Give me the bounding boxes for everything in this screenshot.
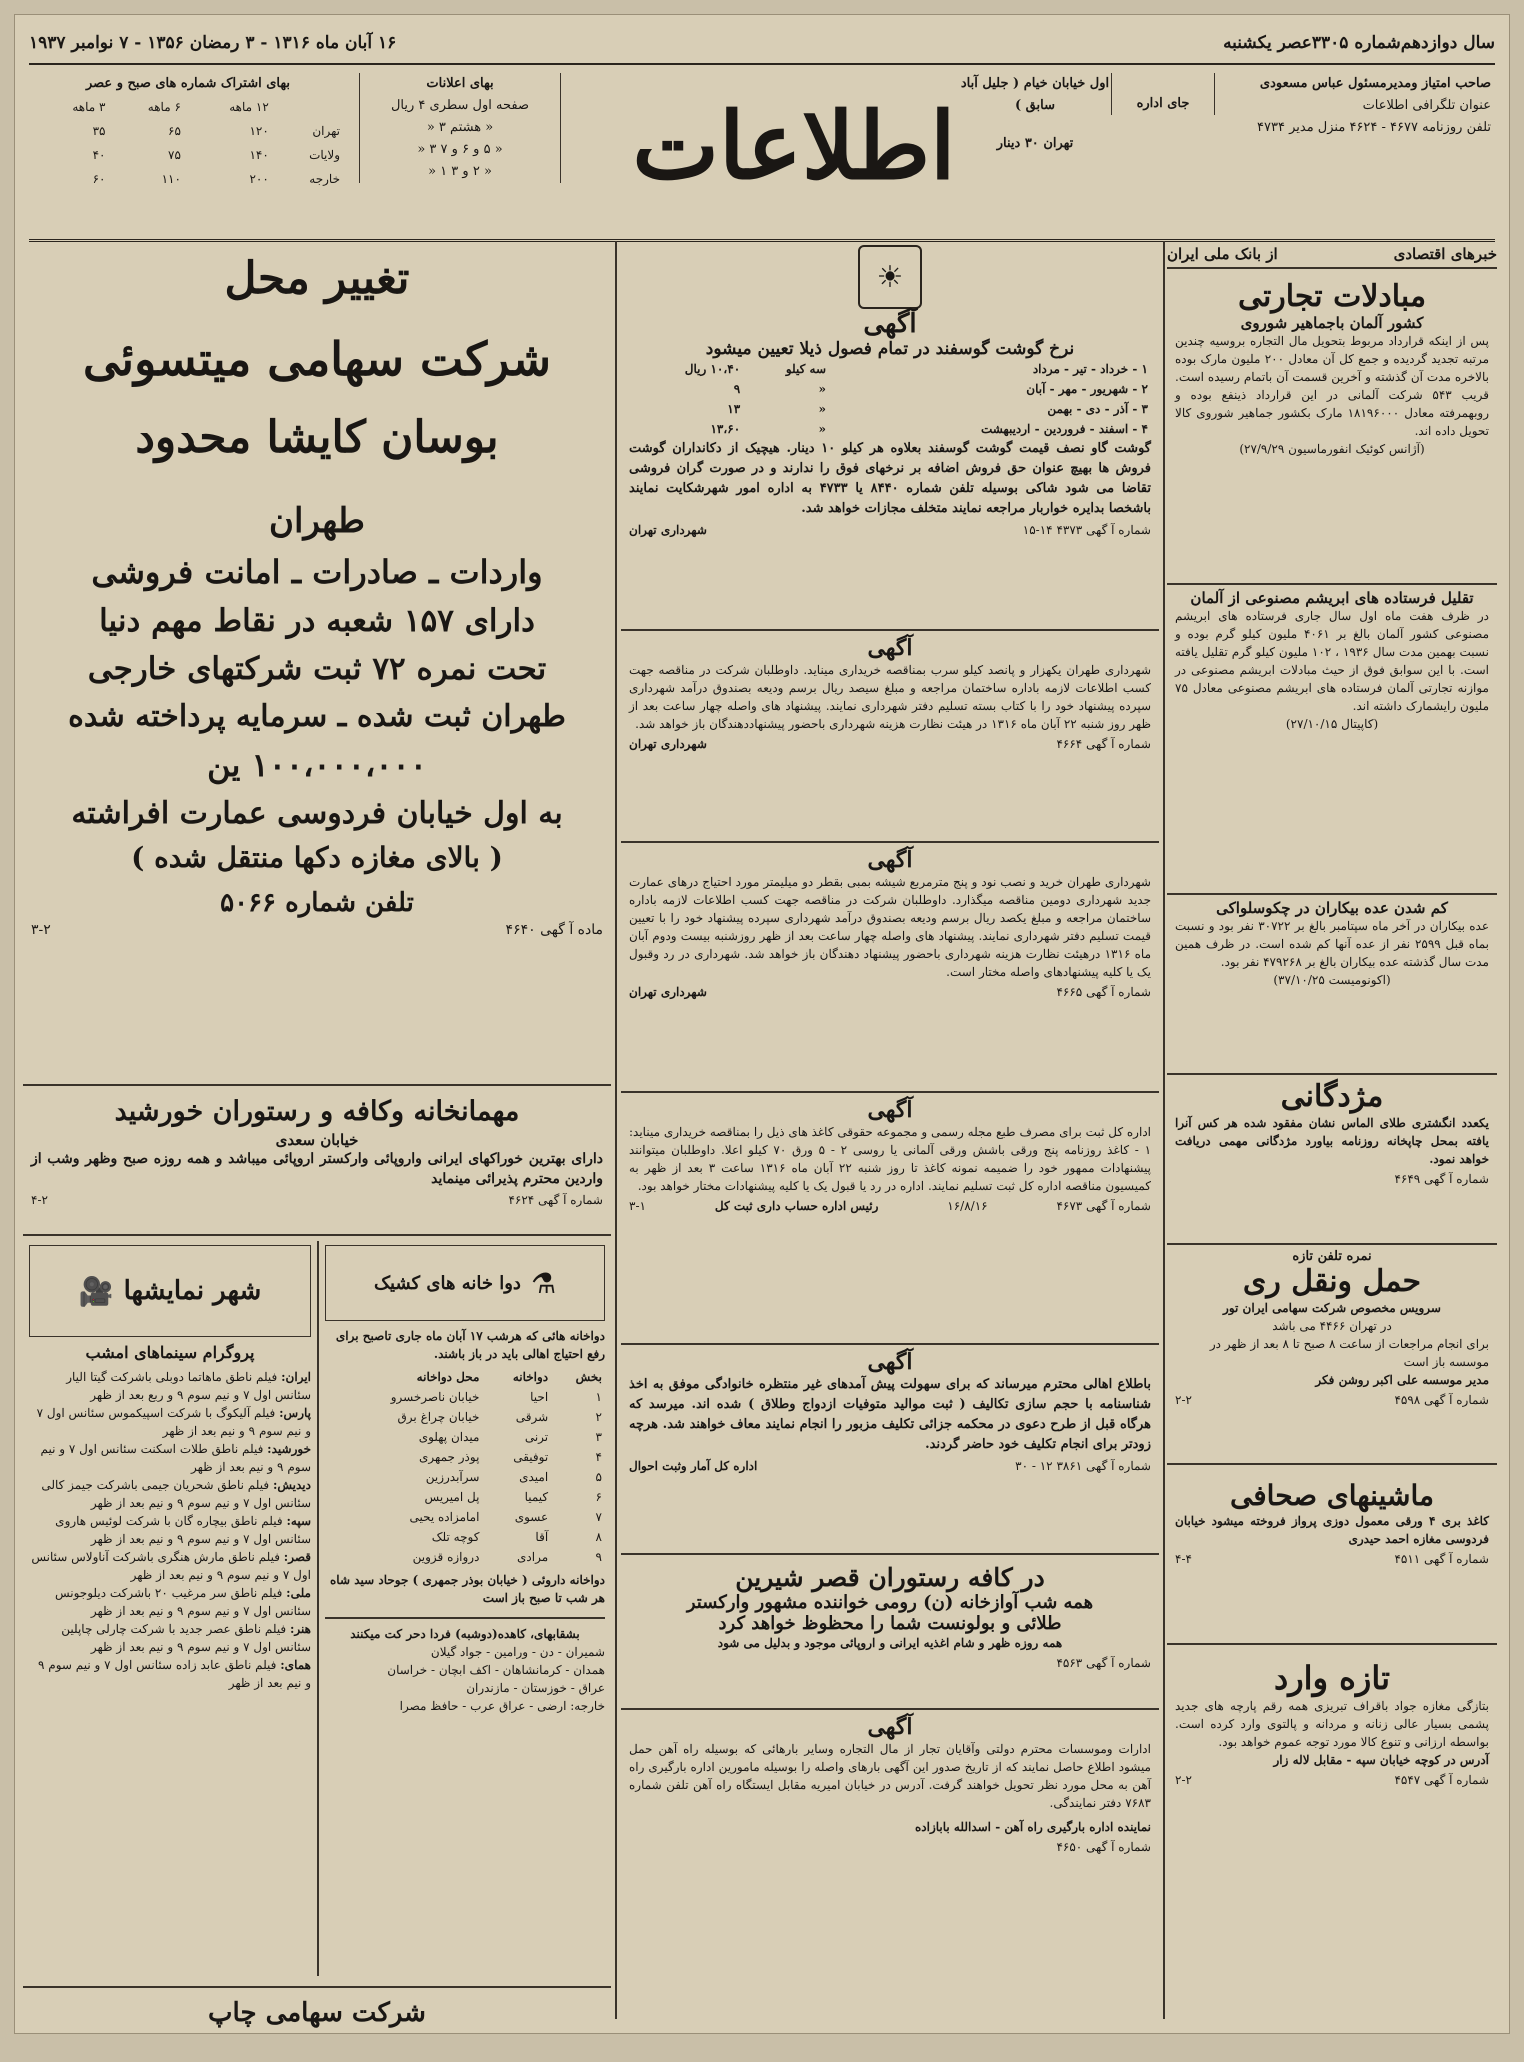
telegraph: عنوان تلگرافی اطلاعات xyxy=(1362,98,1491,113)
notice-ref-row xyxy=(629,523,1151,537)
ad-ref-count: ۳-۲ xyxy=(31,922,51,938)
cell: دروازه قزوین xyxy=(412,1550,480,1564)
shirin-line: همه روزه ظهر و شام اغذیه ایرانی و اروپائی موجود و بدلیل می شود xyxy=(717,1636,1063,1650)
pharmacy-intro: دواخانه هائی که هرشب ۱۷ آبان ماه جاری تاصبح برای رفع احتیاج اهالی باید در باز باشند. xyxy=(335,1329,605,1361)
cell: مرادی xyxy=(517,1550,549,1564)
sub-cell: ۶۵ xyxy=(168,124,181,138)
phones: تلفن روزنامه ۴۶۷۷ - ۴۶۲۴ منزل مدیر ۴۷۳۴ xyxy=(1257,120,1491,135)
mitsui-company2: بوسان کایشا محدود xyxy=(135,412,499,463)
table-row xyxy=(629,359,1151,379)
ad-ref: شماره آ گهی ۴۳۷۳ ۱۴-۱۵ xyxy=(1022,523,1151,537)
pharmacy-box xyxy=(317,1241,611,1976)
paper-tender-notice xyxy=(621,1093,1159,1345)
shirin-cafe-ad xyxy=(621,1555,1159,1710)
table-row xyxy=(325,1527,605,1547)
shirin-line: همه شب آوازخانه (ن) رومی خواننده مشهور وارکستر xyxy=(686,1592,1094,1613)
cell: میدان پهلوی xyxy=(418,1430,480,1444)
new-body: بتازگی مغازه جواد باقراف تبریزی همه رقم پارچه های جدید پشمی بسیار عالی زنانه و مردانه و پالتوی وارد کرده است. بواسطه ارزانی و تنوع کالا مورد توجه عموم خواهد بود. xyxy=(1175,1699,1489,1749)
cell: پوذر جمهری xyxy=(419,1450,480,1464)
cell: « xyxy=(818,382,827,396)
presses-ad xyxy=(1167,1465,1497,1645)
unemployment-article xyxy=(1167,895,1497,1075)
ad-price-box xyxy=(359,73,561,183)
article-title: تقلیل فرستاده های ابریشم مصنوعی از آلمان xyxy=(1190,589,1474,607)
sub-cell: ۱۲۰ xyxy=(249,124,269,138)
cell: ۵ xyxy=(595,1470,602,1484)
cell: ۱۳ xyxy=(727,402,741,416)
table-row xyxy=(629,399,1151,419)
cinema-name: ملی: xyxy=(286,1586,311,1600)
ad-ref-count: ۲-۲ xyxy=(1175,1393,1192,1407)
notice-ref-row xyxy=(1175,1393,1489,1407)
section-source: از بانک ملی ایران xyxy=(1167,245,1278,263)
cell: امامزاده یحیی xyxy=(409,1510,480,1524)
cell: خیابان چراغ برق xyxy=(397,1410,480,1424)
cinema-banner-text: شهر نمایشها xyxy=(123,1276,262,1306)
table-row xyxy=(325,1427,605,1447)
cinema-name: هنر: xyxy=(290,1622,311,1636)
sub-cell: ۷۵ xyxy=(168,148,181,162)
pharmacy-col: محل دواخانه xyxy=(416,1370,480,1384)
cell: آقا xyxy=(535,1530,549,1544)
cinema-entry xyxy=(29,1584,311,1620)
office-address: اول خیابان خیام ( جلیل آباد سابق ) xyxy=(960,76,1110,113)
cell: ۲ - شهریور - مهر - آبان xyxy=(1026,382,1148,396)
cell: خیابان ناصرخسرو xyxy=(390,1390,480,1404)
print-company: شرکت سهامی چاپ xyxy=(23,1986,611,2028)
cell: ۱ xyxy=(595,1390,602,1404)
lion-sun-emblem-icon: ☀ xyxy=(858,245,922,309)
notice-ref-row xyxy=(1175,1552,1489,1566)
sub-cell: ۶۰ xyxy=(92,172,106,186)
article-source: (آژانس کوئیک انفورماسیون ۲۷/۹/۲۹) xyxy=(1239,442,1425,456)
economic-news-header xyxy=(1167,241,1497,269)
notice-body: شهرداری طهران خرید و نصب نود و پنج مترمربع شیشه بمبی بقطر دو میلیمتر مورد احتیاج درهای عمارت جدید شهرداری دومین مناقصه میگذارد. داوطلبان شرکت در مناقصه جهت کسب اطلاعات لازمه باداره ساختمان مراجعه و مبلغ یکصد ریال برسم ودیعه بصندوق درآمد شهرداری سپرده پیشنهاد خود را با تعیین قیمت تسلیم دفتر شهرداری نمایند. پیشنهاد های واصله چهار ساعت بعد از ظهر روزشنبه بیست ودوم آبان ماه ۱۳۱۶ درهیئت نظارت هزینه شهرداری باحضور پیشنهاد دهندگان باز خواهد شد. شهرداری در رد وقبول یک یا کلیه پیشنهادهای واصله مختار است. xyxy=(629,875,1152,979)
pharmacy-col: دواخانه xyxy=(512,1370,549,1384)
cinema-text: فیلم ناطق ماهاتما دوبلی باشرکت گیتا الیار سئانس اول ۷ و نیم سوم ۹ و ربع بعد از ظهر xyxy=(66,1370,311,1402)
office-label-box xyxy=(1111,73,1215,115)
newspaper-page xyxy=(14,14,1510,2034)
cell: « xyxy=(818,422,827,436)
mitsui-ad xyxy=(23,241,611,1086)
notice-body: باطلاع اهالی محترم میرساند که برای سهولت پیش آمدهای غیر منتظره خانوادگی موفق به اخذ شناسنامه با حجم سازی تکالیف ( ثبت موالید متوفیات ازدواج وطلاق ) شده اند. میرسد که هرگاه قبل از طرح دعوی در محکمه جزائی تکلیف مزبور را انجام نمایند معاف خواهند شد. هرچه زودتر برای انجام تکلیف خود حاضر گردند. xyxy=(629,1377,1151,1452)
cinema-box xyxy=(23,1241,317,1976)
cell: کوچه تلک xyxy=(431,1530,480,1544)
notice-signature: نماینده اداره بارگیری راه آهن - اسدالله بابازاده xyxy=(915,1820,1151,1834)
article-body: پس از اینکه قرارداد مربوط بتحویل مال التجاره بروسیه چندین مرتبه تجدید گردیده و جمع کل آن معادل ۲۰۰ ملیون مارک بوده بالاخره مدت آن گذشته و آخرین قسمت آن باتمام رسیده است. قریب ۵۴۳ شرکت آلمانی در این قرارداد ذینفع بوده و روبهمرفته معادل ۱۸۱۹۶۰۰۰ مارک بکشور جماهیر شوروی کالا تحویل داده اند. xyxy=(1175,334,1490,438)
owner: صاحب امتیاز ومدیرمسئول عباس مسعودی xyxy=(1259,76,1491,91)
sub-cell: خارجه xyxy=(309,172,340,186)
cell: ترنی xyxy=(524,1430,549,1444)
notice-signature: شهرداری تهران xyxy=(629,737,707,751)
mitsui-line: طهران ثبت شده ـ سرمایه پرداخته شده xyxy=(68,699,566,734)
article-sub: کشور آلمان باجماهیر شوروی xyxy=(1240,314,1424,332)
cell: ۹ xyxy=(595,1550,602,1564)
pharmacy-col: بخش xyxy=(575,1370,602,1384)
ad-ref: شماره آ گهی ۴۵۹۸ xyxy=(1394,1393,1489,1407)
ad-price-line: « ۵ و ۶ و ۷ ۳ « xyxy=(417,142,503,157)
cell: ۴ - اسفند - فروردین - اردیبهشت xyxy=(980,422,1148,436)
notice-head: نرخ گوشت گوسفند در تمام فصول ذیلا تعیین میشود xyxy=(705,339,1075,359)
sub-col: ۳ ماهه xyxy=(72,100,106,114)
cell: امیدی xyxy=(519,1470,549,1484)
notice-signature: اداره کل آمار وثبت احوال xyxy=(629,1459,758,1473)
trade-article xyxy=(1167,275,1497,585)
khorshid-title: مهمانخانه وکافه و رستوران خورشید xyxy=(114,1096,520,1127)
ad-price-line: « ۲ و ۳ ۱ « xyxy=(428,164,492,179)
date: ۱۶ آبان ماه ۱۳۱۶ - ۳ رمضان ۱۳۵۶ - ۷ نوامبر ۱۹۳۷ xyxy=(29,33,397,53)
cinema-entry xyxy=(29,1620,311,1656)
notice-title: آگهی xyxy=(863,309,917,339)
cell: ۴ xyxy=(595,1450,602,1464)
sub-cell: ۱۴۰ xyxy=(249,148,269,162)
cell: عسوی xyxy=(514,1510,549,1524)
cell: ۷ xyxy=(595,1510,602,1524)
ad-ref: ماده آ گهی ۴۶۴۰ xyxy=(505,922,603,938)
notice-title: آگهی xyxy=(867,847,913,873)
article-body: عده بیکاران در آخر ماه سپتامبر بالغ بر ۳۰۷۲۲ نفر بود و نسبت بماه قبل ۲۵۹۹ نفر از عده آنها کم شده است. در ظرف همین مدت سال گذشته عده بیکاران بالغ بر ۴۷۹۲۶۸ نفر بود. xyxy=(1175,919,1489,969)
mitsui-line: به اول خیابان فردوسی عمارت افراشته xyxy=(71,796,563,831)
article-source: (کاپیتال ۲۷/۱۰/۱۵) xyxy=(1285,717,1379,731)
cinema-text: فیلم ناطق مارش هنگری باشرکت آناولاس سئانس اول ۷ و نیم سوم ۹ و نیم بعد از ظهر xyxy=(31,1550,311,1582)
ad-price-line: « هشتم ۳ « xyxy=(426,120,494,135)
notice-title: آگهی xyxy=(867,635,913,661)
table-row xyxy=(325,1507,605,1527)
price: تهران ۳۰ دینار xyxy=(996,136,1074,151)
sub-cell: ۳۵ xyxy=(92,124,106,138)
sub-cell: ۴۰ xyxy=(92,148,106,162)
cell: ۳ xyxy=(595,1430,602,1444)
cell: سه کیلو xyxy=(785,362,827,376)
cell: ۳ - آذر - دی - بهمن xyxy=(1047,402,1148,416)
table-row xyxy=(325,1407,605,1427)
ad-ref: شماره آ گهی ۴۶۷۳ xyxy=(1056,1199,1151,1213)
notice-ref-row xyxy=(629,737,1151,751)
notice-title: آگهی xyxy=(867,1714,913,1740)
registry-notice xyxy=(621,1345,1159,1555)
subscription-table xyxy=(33,95,343,191)
middle-column xyxy=(621,241,1159,2019)
notice-title: آگهی xyxy=(867,1349,913,1375)
mitsui-line: دارای ۱۵۷ شعبه در نقاط مهم دنیا xyxy=(99,603,535,639)
pharmacy-banner xyxy=(325,1245,605,1321)
cell: شرقی xyxy=(515,1410,549,1424)
cell: سرآبدرزین xyxy=(425,1470,480,1484)
cinema-name: پارس: xyxy=(279,1406,311,1420)
ad-ref: شماره آ گهی ۴۶۴۹ xyxy=(1394,1172,1489,1186)
mitsui-company: شرکت سهامی میتسوئی xyxy=(82,332,552,386)
notice-date: ۱۶/۸/۱۶ xyxy=(947,1199,988,1213)
cinema-text: فیلم ناطق سر مرغیب ۲۰ باشرکت دیلوجونس سئانس اول ۷ و نیم سوم ۹ و نیم بعد از ظهر xyxy=(54,1586,311,1618)
transport-title: حمل ونقل ری xyxy=(1242,1264,1422,1299)
cell: ۱ - خرداد - تیر - مرداد xyxy=(1032,362,1148,376)
mitsui-city: طهران xyxy=(269,501,365,541)
meat-price-table xyxy=(629,359,1151,439)
glass-tender-notice xyxy=(621,843,1159,1093)
khorshid-body: دارای بهترین خوراکهای ایرانی واروپائی وارکستر اروپائی میباشد و همه روزه صبح وظهر وشب از واردین محترم پذیرائی مینماید xyxy=(31,1151,603,1187)
transport-line: مدیر موسسه علی اکبر روشن فکر xyxy=(1315,1373,1489,1387)
cinema-text: فیلم ناطق عصر جدید با شرکت چارلی چاپلین سئانس اول ۷ و نیم سوم ۹ و نیم بعد از ظهر xyxy=(61,1622,311,1654)
pharmacy-table xyxy=(325,1367,605,1567)
ad-ref: شماره آ گهی ۴۶۲۴ xyxy=(508,1193,603,1207)
sub-col: ۱۲ ماهه xyxy=(229,100,269,114)
cinema-banner xyxy=(29,1245,311,1337)
ad-ref: شماره آ گهی ۳۸۶۱ ۱۲ - ۳۰ xyxy=(1015,1459,1151,1473)
notice-ref-row xyxy=(629,1840,1151,1854)
ad-ref: شماره آ گهی ۴۶۶۴ xyxy=(1056,737,1151,751)
table-row xyxy=(325,1467,605,1487)
newspaper-logo: اطلاعات xyxy=(632,92,956,200)
sub-cell: تهران xyxy=(312,124,340,138)
pharmacy-note: دواخانه داروئی ( خیابان بوذر جمهری ) جوحاد سید شاه هر شب تا صبح باز است xyxy=(330,1573,605,1605)
notice-ref-row xyxy=(629,985,1151,999)
presses-body: کاغذ بری ۴ ورقی معمول دوزی پرواز فروخته میشود خیابان فردوسی مغازه احمد حیدری xyxy=(1175,1514,1490,1546)
notice-body: گوشت گاو نصف قیمت گوشت گوسفند بعلاوه هر کیلو ۱۰ دینار. هیچیک از دکانداران گوشت فروش ها بهیچ عنوان حق فروش اضافه بر نرخهای فوق را ندارند و در صورت گران فروشی تقاضا می شود شاکی بوسیله تلفن شماره ۸۴۴۰ یا ۴۷۳۳ به اداره امور شهرشکایت نمایند باشخصا بدایره خواربار مراجعه نمایند متخلف مجازات خواهد شد. xyxy=(629,441,1151,516)
reward-title: مژدگانی xyxy=(1280,1079,1384,1114)
film-camera-icon: 🎥 xyxy=(78,1274,114,1308)
cell: ۶ xyxy=(595,1490,602,1504)
article-title: کم شدن عده بیکاران در چکوسلواکی xyxy=(1216,899,1448,917)
sub-cell: ۱۱۰ xyxy=(161,172,181,186)
cell: ۱۰،۴۰ ریال xyxy=(684,362,741,376)
notice-ref-row xyxy=(629,1656,1151,1670)
article-body: در ظرف هفت ماه اول سال جاری فرستاده های ابریشم مصنوعی کشور آلمان بالغ بر ۴۰۶۱ ملیون کیلو گرم بوده و نسبت بهمین مدت سال ۱۹۳۶ ، ۱۰۲ ملیون کیلو گرم تقلیل یافته است. با این سوابق فوق از حیث مبادلات ابریشم مصنوعی در موازنه تجارتی آلمان فرستاده های ابریشم مصنوعی معادل ۷۵ ملیون رایشمارک داشته اند. xyxy=(1175,609,1490,713)
mitsui-phone: تلفن شماره ۵۰۶۶ xyxy=(220,888,414,918)
cinema-name: ایران: xyxy=(281,1370,311,1384)
cinema-text: فیلم ناطق شحریان جیمی باشرکت جیمز کالی سئانس اول ۷ و نیم سوم ۹ و نیم بعد از ظهر xyxy=(41,1478,311,1510)
routes-title: بشقابهای، کاهده(دوشبه) فردا دحر کت میکنند xyxy=(350,1627,580,1641)
sub-col: ۶ ماهه xyxy=(147,100,181,114)
khorshid-ref xyxy=(31,1193,603,1207)
cinema-entry xyxy=(29,1656,311,1692)
mitsui-title: تغییر محل xyxy=(224,253,410,304)
ad-ref-count: ۲-۲ xyxy=(1175,1773,1192,1787)
table-row xyxy=(325,1487,605,1507)
cinema-text: فیلم ناطق بیچاره گان با شرکت لوئیس هاروی سئانس اول ۷ و نیم سوم ۹ و نیم بعد از ظهر xyxy=(55,1514,311,1546)
right-column xyxy=(1167,241,1497,2019)
ad-ref: شماره آ گهی ۴۵۴۷ xyxy=(1394,1773,1489,1787)
ad-ref: شماره آ گهی ۴۵۶۳ xyxy=(1056,1656,1151,1670)
notice-signature: شهرداری تهران xyxy=(629,523,707,537)
sub-cell: ۲۰۰ xyxy=(249,172,269,186)
meat-price-notice xyxy=(621,241,1159,631)
ad-price-line: صفحه اول سطری ۴ ریال xyxy=(390,98,530,113)
transport-line: در تهران ۴۴۶۶ می باشد xyxy=(1272,1319,1392,1333)
article-title: مبادلات تجارتی xyxy=(1237,279,1427,314)
notice-body: ادارات وموسسات محترم دولتی وآقایان تجار از مال التجاره وسایر بارهائی که بوسیله راه آهن حمل میشود اطلاع حاصل نمایند که از تاریخ صدور این آگهی بارهای واصله را بوسیله مامورین اداره بارگیری راه آهن به محل مورد نظر تحویل خواهند گرفت. آدرس در خیابان امیریه مقابل ایستگاه راه آهن تلفن شماره ۷۶۸۳ دفتر نمایندگی. xyxy=(629,1742,1151,1810)
ad-ref-count: ۳-۱ xyxy=(629,1199,646,1213)
notice-ref-row xyxy=(629,1459,1151,1473)
ad-ref: شماره آ گهی ۴۵۱۱ xyxy=(1394,1552,1489,1566)
ad-price-title: بهای اعلانات xyxy=(426,76,494,91)
mitsui-line: واردات ـ صادرات ـ امانت فروشی xyxy=(91,553,543,591)
mitsui-line: ۱۰۰،۰۰۰،۰۰۰ ین xyxy=(207,746,427,784)
office-box xyxy=(955,73,1115,155)
transport-ad xyxy=(1167,1245,1497,1465)
edition: عصر یکشنبه xyxy=(1223,33,1312,53)
pharmacist-icon: ⚗ xyxy=(530,1266,557,1300)
cinema-name: همای: xyxy=(280,1658,311,1672)
cinema-text: فیلم ناطق طلات اسکنت سئانس اول ۷ و نیم سوم ۹ و نیم بعد از ظهر xyxy=(40,1442,311,1474)
route-line: شمیران - دن - ورامین - جواد گیلان xyxy=(430,1645,605,1659)
notice-ref-row xyxy=(629,1199,1151,1213)
table-row xyxy=(629,419,1151,439)
issue-number: شماره ۳۳۰۵ xyxy=(1311,33,1401,53)
left-column xyxy=(23,241,611,2028)
article-source: (اکونومیست ۳۷/۱۰/۲۵) xyxy=(1273,973,1391,987)
notice-signature: شهرداری تهران xyxy=(629,985,707,999)
masthead xyxy=(29,67,1495,242)
cinema-entry xyxy=(29,1512,311,1548)
notice-title: آگهی xyxy=(867,1097,913,1123)
cell: ۱۳،۶۰ xyxy=(710,422,741,436)
route-line: عراق - خوزستان - مازندران xyxy=(466,1681,605,1695)
cinema-entry xyxy=(29,1368,311,1404)
notice-signature: رئیس اداره حساب داری ثبت کل xyxy=(714,1199,879,1213)
pharmacy-banner-text: دوا خانه های کشیک xyxy=(373,1272,521,1294)
sub-cell: ولایات xyxy=(309,148,340,162)
khorshid-ad xyxy=(23,1086,611,1236)
cinema-name: قصر: xyxy=(283,1550,311,1564)
office-label: جای اداره xyxy=(1136,96,1190,111)
cinema-name: خورشید: xyxy=(267,1442,311,1456)
notice-ref-row xyxy=(1175,1172,1489,1186)
subscription-title: بهای اشتراک شماره های صبح و عصر xyxy=(85,76,291,91)
cell: احیا xyxy=(530,1390,549,1404)
railway-notice xyxy=(621,1710,1159,2025)
cinema-text: فیلم ناطق عابد زاده سئانس اول ۷ و نیم سوم ۹ و نیم بعد از ظهر xyxy=(38,1658,311,1690)
new-arrival-ad xyxy=(1167,1645,1497,2025)
transport-line: برای انجام مراجعات از ساعت ۸ صبح تا ۸ بعد از ظهر در موسسه باز است xyxy=(1209,1337,1489,1369)
new-address: آدرس در کوچه خیابان سپه - مقابل لاله زار xyxy=(1273,1753,1489,1767)
cell: ۸ xyxy=(595,1530,602,1544)
notice-ref-row xyxy=(1175,1773,1489,1787)
shirin-title: در کافه رستوران قصر شیرین xyxy=(735,1563,1045,1592)
new-title: تازه وارد xyxy=(1273,1659,1391,1697)
notice-body: شهرداری طهران یکهزار و پانصد کیلو سرب بمناقصه خریداری میناید. داوطلبان شرکت در مناقصه جهت کسب اطلاعات لازمه باداره ساختمان مراجعه و مبلغ سیصد ریال برسم ودیعه بصندوق درآمد شهرداری سپرده پیشنهاد خود را با کتاب بسته تسلیم دفتر شهرداری نمایند. پیشنهاد های واصله چهار ساعت بعد از ظهر روز شنبه ۲۲ آبان ماه ۱۳۱۶ در هیئت نظارت هزینه شهرداری باحضور پیشنهاددهندگان باز خواهد شد. xyxy=(629,663,1151,731)
cinema-text: فیلم آلیکوگ با شرکت اسپیکموس سئانس اول ۷ و نیم سوم ۹ و نیم بعد از ظهر xyxy=(36,1406,311,1438)
lead-tender-notice xyxy=(621,631,1159,843)
cinema-entry xyxy=(29,1476,311,1512)
mitsui-line: تحت نمره ۷۲ ثبت شرکتهای خارجی xyxy=(87,651,547,687)
reward-body: یکعدد انگشتری طلای الماس نشان مفقود شده هر کس آنرا یافته بمحل چاپخانه روزنامه بیاورد مژدگانی مهمی دریافت خواهد نمود. xyxy=(1175,1116,1489,1166)
routes-box xyxy=(325,1617,605,1715)
mitsui-ref xyxy=(31,922,603,938)
publisher-box xyxy=(1231,73,1491,139)
subscription-box xyxy=(33,73,343,191)
section-title: خبرهای اقتصادی xyxy=(1393,245,1497,263)
shirin-line: طلائی و بولونست شما را محظوظ خواهد کرد xyxy=(718,1613,1062,1634)
route-line: خارجه: ارضی - عراق عرب - حافظ مصرا xyxy=(399,1699,605,1713)
ad-ref-count: ۴-۴ xyxy=(1175,1552,1192,1566)
table-row xyxy=(629,379,1151,399)
cinema-title: پروگرام سینماهای امشب xyxy=(85,1343,255,1362)
volume: سال دوازدهم xyxy=(1400,33,1495,53)
reward-ad xyxy=(1167,1075,1497,1245)
cinema-name: دیدیش: xyxy=(272,1478,311,1492)
table-row xyxy=(325,1447,605,1467)
dateline xyxy=(29,23,1495,65)
cinema-entry xyxy=(29,1404,311,1440)
cell: ۲ xyxy=(595,1410,602,1424)
cell: ۹ xyxy=(733,382,741,396)
presses-title: ماشینهای صحافی xyxy=(1229,1479,1435,1512)
cinema-name: سپه: xyxy=(286,1514,311,1528)
route-line: همدان - کرمانشاهان - اکف ابچان - خراسان xyxy=(387,1663,605,1677)
cell: کیمیا xyxy=(524,1490,549,1504)
ad-ref: شماره آ گهی ۴۶۶۵ xyxy=(1056,985,1151,999)
cinema-entry xyxy=(29,1548,311,1584)
silk-article xyxy=(1167,585,1497,895)
cinema-entry xyxy=(29,1440,311,1476)
cell: « xyxy=(818,402,827,416)
column-rule xyxy=(615,241,617,2019)
khorshid-sub: خیابان سعدی xyxy=(275,1131,359,1149)
transport-pre: نمره تلفن تازه xyxy=(1292,1249,1372,1264)
cell: توفیقی xyxy=(513,1450,549,1464)
column-rule xyxy=(1163,241,1165,2019)
ad-ref-count: ۴-۲ xyxy=(31,1193,48,1207)
notice-body: اداره کل ثبت برای مصرف طبع مجله رسمی و مجموعه حقوقی کاغذ های ذیل را بمناقصه خریداری میناید: ۱ - کاغذ روزنامه پنج ورقی باشش ورقی آلمانی یا روسی ۲ - ۵ ورق ۷۰ کیلو اعلا. داوطلبان میتوانند پیشنهادات ممهور خود را ضمیمه نمونه کاغذ تا روز شنبه ۲۲ آبان ماه ۱۳۱۶ ساعت ۳ بعد از ظهر به کمیسیون مناقصه اداره کل ثبت تسلیم نمایند. اداره در رد یا قبول یک یا کلیه پیشنهادات مختار خواهد بود. xyxy=(629,1125,1152,1193)
ad-ref: شماره آ گهی ۴۶۵۰ xyxy=(1056,1840,1151,1854)
table-row xyxy=(325,1547,605,1567)
transport-line: سرویس مخصوص شرکت سهامی ایران تور xyxy=(1223,1301,1441,1315)
table-row xyxy=(325,1387,605,1407)
cell: پل امیریس xyxy=(424,1490,480,1504)
mitsui-line: ( بالای مغازه دکها منتقل شده ) xyxy=(131,841,503,874)
